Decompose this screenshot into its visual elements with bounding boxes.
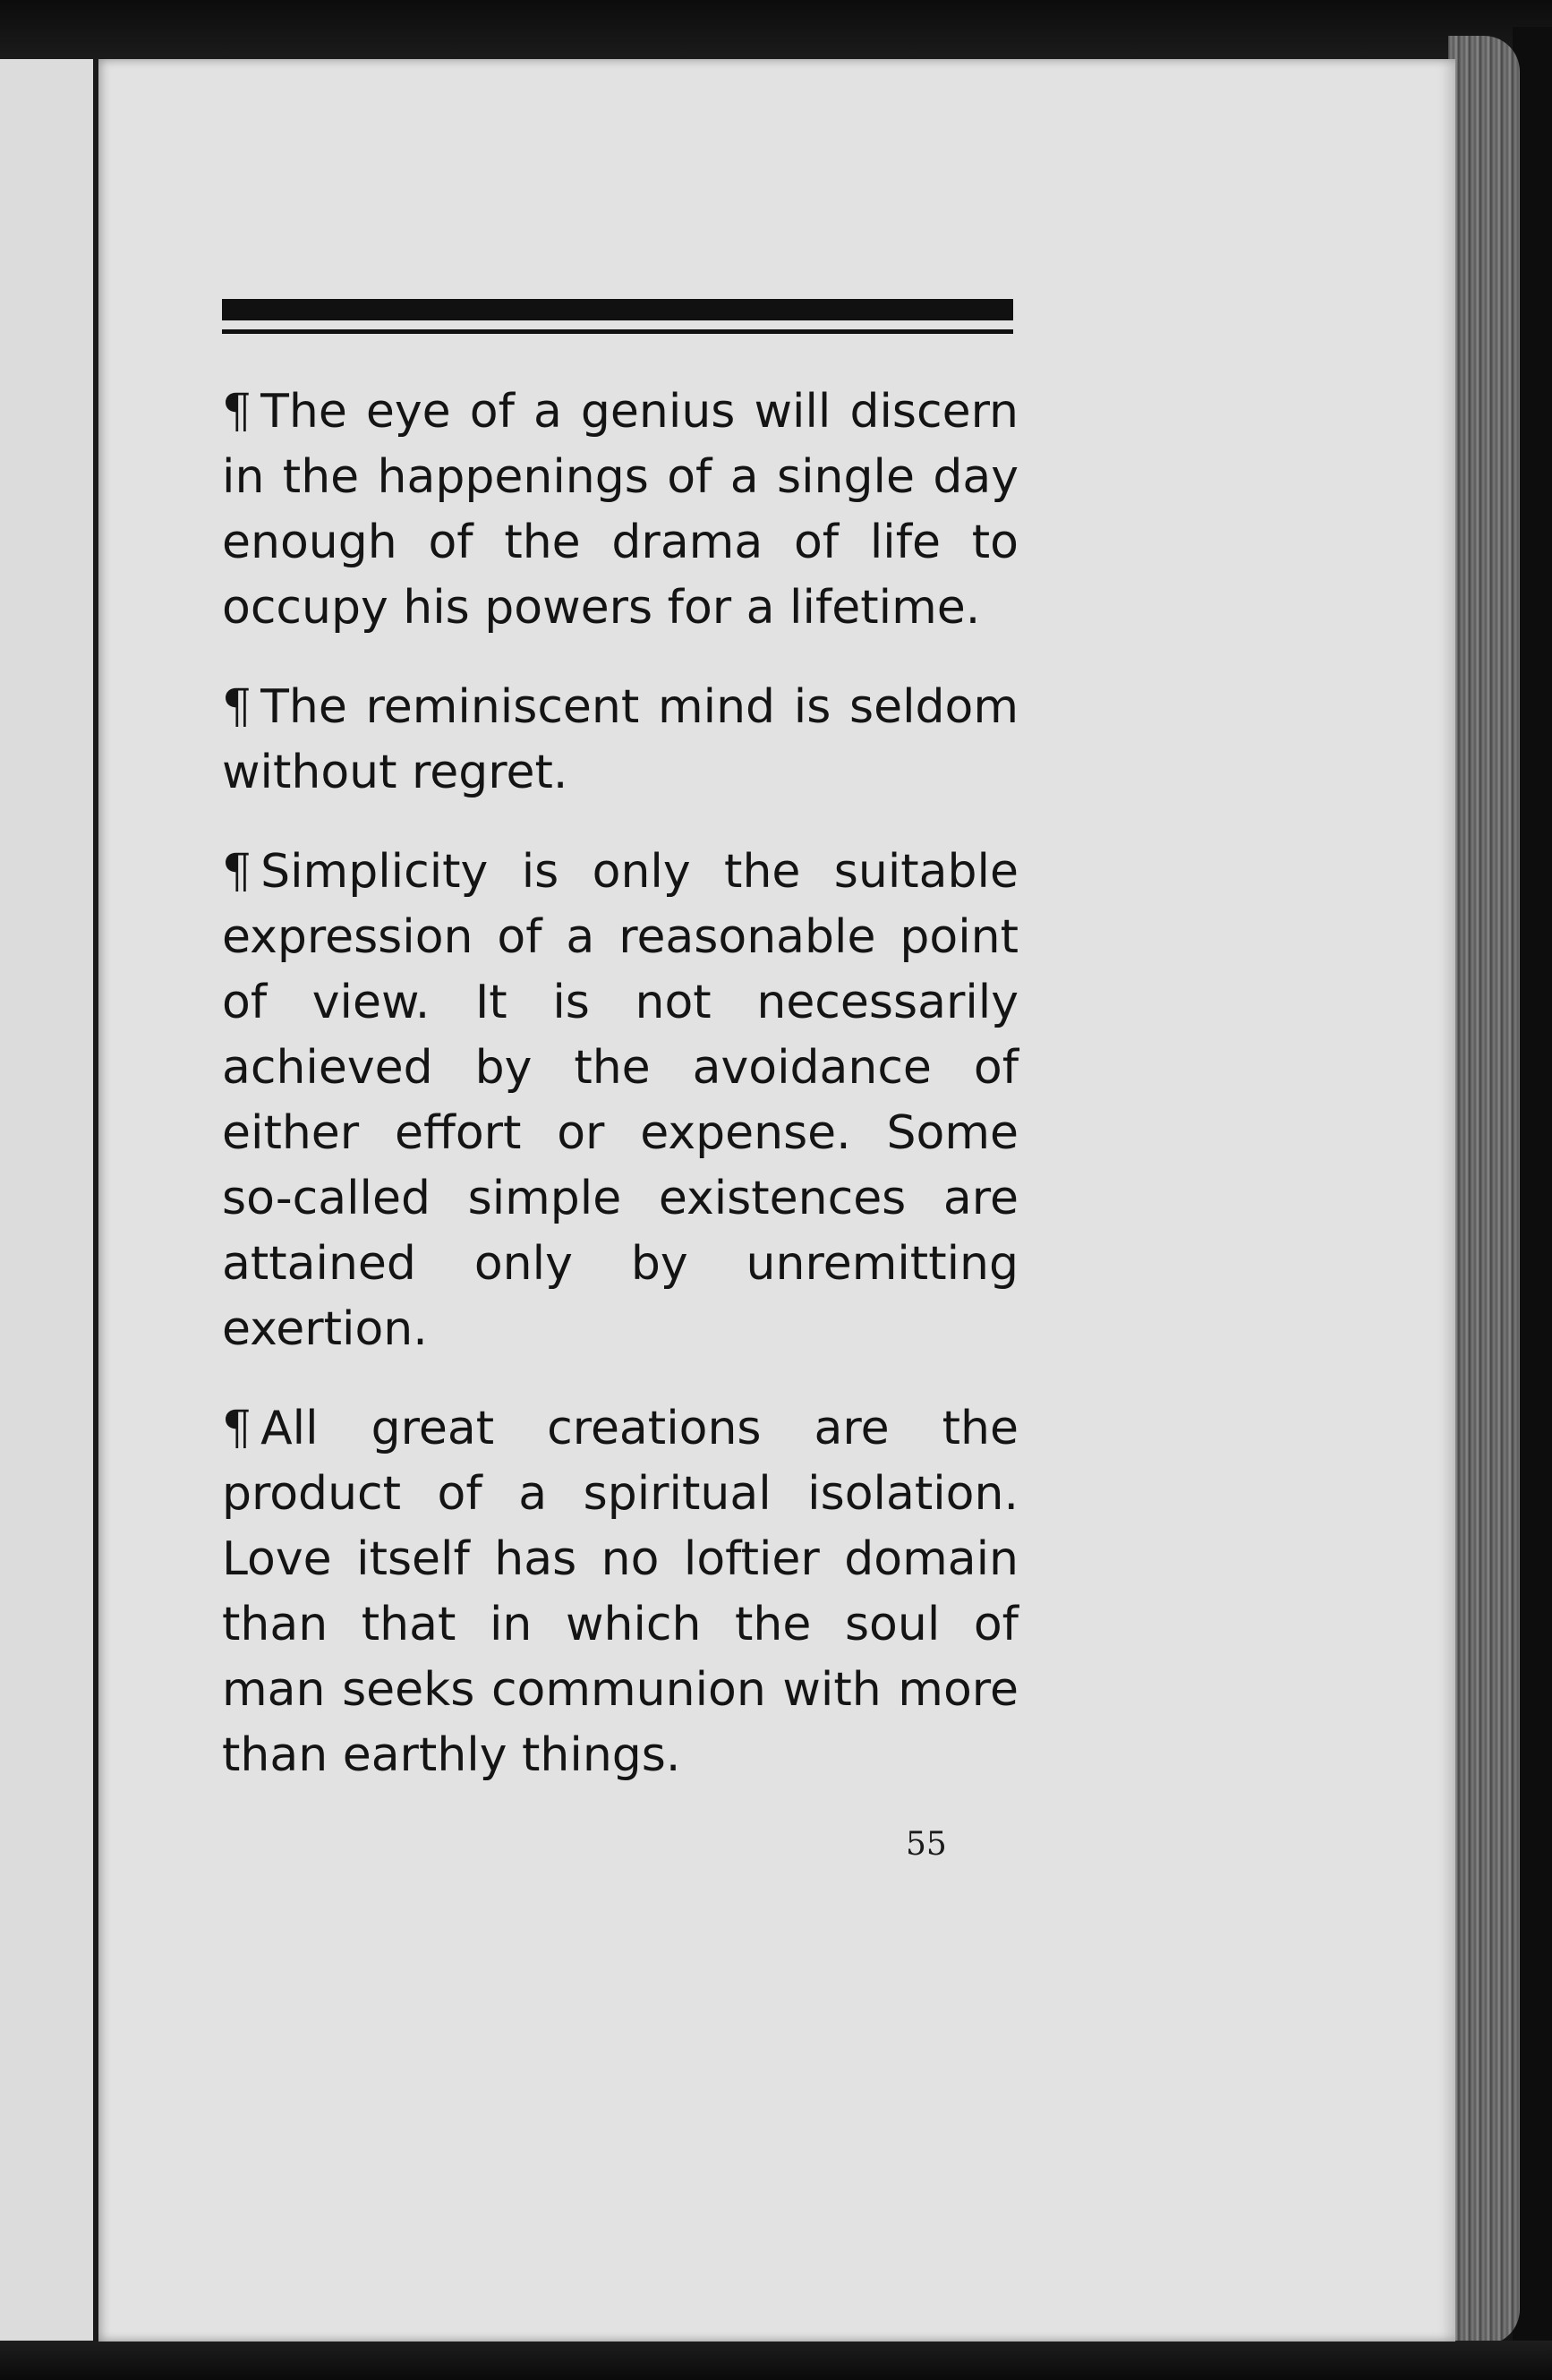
pilcrow-icon: ¶ xyxy=(222,1402,252,1455)
paragraph-text: Simplicity is only the suitable expression of a reasonable point of view. It is not necessarily achieved by the avoidance of either effort or expense. Some so-called simple existences are attained only by unremitting exertion. xyxy=(222,845,1019,1356)
page-number: 55 xyxy=(906,1826,947,1863)
paragraph-text: The reminiscent mind is seldom without regret. xyxy=(222,680,1019,799)
paragraph-creations xyxy=(222,1396,1019,1788)
scan-bottom-border xyxy=(0,2341,1552,2380)
facing-page-edge xyxy=(0,59,97,2342)
paragraph-text: All great creations are the product of a spiritual isolation. Love itself has no loftier domain than that in which the soul of man seeks communion with more than earthly things. xyxy=(222,1402,1019,1782)
paragraph-simplicity xyxy=(222,840,1019,1362)
scan-top-border xyxy=(0,0,1552,63)
pilcrow-icon: ¶ xyxy=(222,680,252,734)
book-cover-edge xyxy=(1448,36,1520,2345)
pilcrow-icon: ¶ xyxy=(222,385,252,439)
pilcrow-icon: ¶ xyxy=(222,845,252,899)
paragraph-reminiscent xyxy=(222,675,1019,806)
page-text xyxy=(222,380,1019,1822)
paragraph-genius xyxy=(222,380,1019,641)
paragraph-text: The eye of a genius will discern in the happenings of a single day enough of the drama of life to occupy his powers for a lifetime. xyxy=(222,385,1019,635)
header-rule-thick xyxy=(222,299,1013,320)
header-rule-thin xyxy=(222,329,1013,334)
page-gutter xyxy=(93,59,98,2342)
